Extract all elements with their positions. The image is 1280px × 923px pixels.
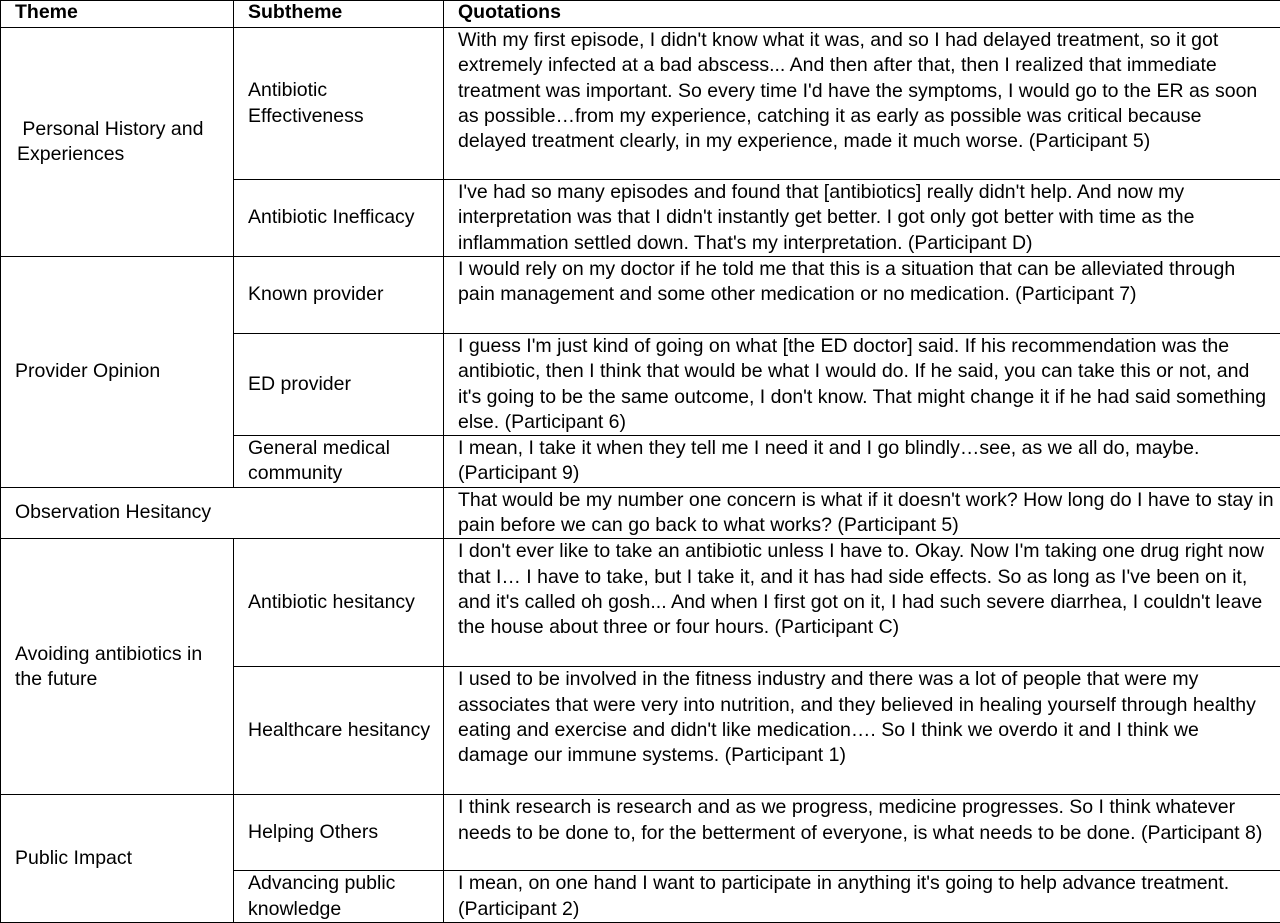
header-quotations: Quotations xyxy=(444,1,1280,28)
subtheme-cell: Advancing public knowledge xyxy=(234,871,444,923)
subtheme-cell: Antibiotic Inefficacy xyxy=(234,180,444,257)
subtheme-cell: Helping Others xyxy=(234,795,444,871)
theme-cell: Public Impact xyxy=(1,795,234,923)
quote-cell: I don't ever like to take an antibiotic unless I have to. Okay. Now I'm taking one drug right now that I… I have to take, but I take it, and it has had side effects. So as long as I've been on it, and it's called oh gosh... And when I first got on it, I had such severe diarrhea, I couldn't leave the house about three or four hours. (Participant C) xyxy=(444,539,1280,667)
quote-cell: That would be my number one concern is what if it doesn't work? How long do I have to stay in pain before we can go back to what works? (Participant 5) xyxy=(444,487,1280,539)
quote-cell: I would rely on my doctor if he told me that this is a situation that can be alleviated through pain management and some other medication or no medication. (Participant 7) xyxy=(444,257,1280,334)
theme-cell: Avoiding antibiotics in the future xyxy=(1,539,234,795)
subtheme-cell: ED provider xyxy=(234,334,444,436)
subtheme-cell: Healthcare hesitancy xyxy=(234,667,444,795)
quote-cell: With my first episode, I didn't know what it was, and so I had delayed treatment, so it got extremely infected at a bad abscess... And then after that, then I realized that immediate treatment was important. So every time I'd have the symptoms, I would go to the ER as soon as possible…from my experience, catching it as early as possible was critical because delayed treatment clearly, in my experience, made it much worse. (Participant 5) xyxy=(444,28,1280,180)
quote-cell: I think research is research and as we progress, medicine progresses. So I think whatever needs to be done to, for the betterment of everyone, is what needs to be done. (Participant 8) xyxy=(444,795,1280,871)
quote-cell: I mean, I take it when they tell me I need it and I go blindly…see, as we all do, maybe. (Participant 9) xyxy=(444,436,1280,488)
table-row xyxy=(1,257,1280,334)
quote-cell: I guess I'm just kind of going on what [the ED doctor] said. If his recommendation was the antibiotic, then I think that would be what I would do. If he said, you can take this or not, and it's going to be the same outcome, I don't know. That might change it if he had said something else. (Participant 6) xyxy=(444,334,1280,436)
subtheme-cell: General medical community xyxy=(234,436,444,488)
table-row xyxy=(1,795,1280,871)
table-row xyxy=(1,487,1280,539)
header-subtheme: Subtheme xyxy=(234,1,444,28)
quote-cell: I mean, on one hand I want to participate in anything it's going to help advance treatment. (Participant 2) xyxy=(444,871,1280,923)
theme-cell: Personal History and Experiences xyxy=(1,28,234,257)
subtheme-cell: Antibiotic hesitancy xyxy=(234,539,444,667)
header-theme: Theme xyxy=(1,1,234,28)
table-row xyxy=(1,28,1280,180)
header-row xyxy=(1,1,1280,28)
theme-cell: Provider Opinion xyxy=(1,257,234,488)
quote-cell: I've had so many episodes and found that [antibiotics] really didn't help. And now my interpretation was that I didn't instantly get better. I got only got better with time as the inflammation settled down. That's my interpretation. (Participant D) xyxy=(444,180,1280,257)
subtheme-cell: Antibiotic Effectiveness xyxy=(234,28,444,180)
theme-cell: Observation Hesitancy xyxy=(1,487,444,539)
table-row xyxy=(1,539,1280,667)
subtheme-cell: Known provider xyxy=(234,257,444,334)
quote-cell: I used to be involved in the fitness industry and there was a lot of people that were my associates that were very into nutrition, and they believed in healing yourself through healthy eating and exercise and didn't like medication…. So I think we overdo it and I think we damage our immune systems. (Participant 1) xyxy=(444,667,1280,795)
